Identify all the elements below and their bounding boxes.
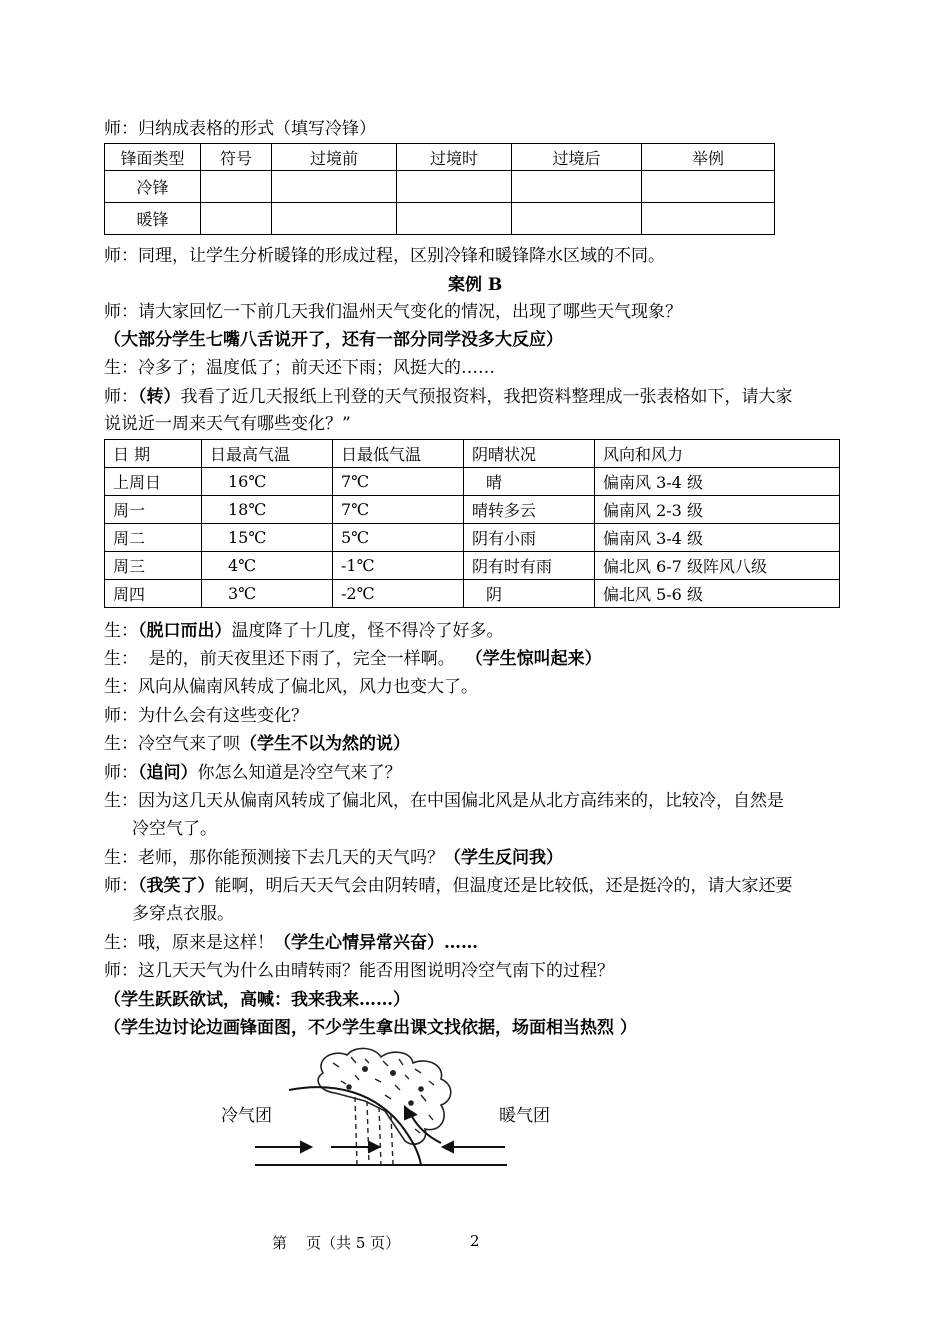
front-type-table <box>104 143 775 235</box>
table2-cell: 偏南风 3-4 级 <box>595 468 840 496</box>
text: 生：冷空气来了呗 <box>104 734 240 754</box>
table2-cell: 晴转多云 <box>464 496 595 524</box>
table2-cell: 5℃ <box>333 524 464 552</box>
paragraph <box>104 762 402 784</box>
cold-air-label: 冷气团 <box>221 1106 272 1126</box>
table2-cell: 阴有小雨 <box>464 524 595 552</box>
speaker: 师： <box>104 876 138 896</box>
paragraph <box>104 386 793 408</box>
table2-row <box>105 552 840 580</box>
table2-cell: 18℃ <box>202 496 333 524</box>
text: 生：老师，那你能预测接下去几天的天气吗？ <box>104 848 444 868</box>
text: 我看了近几天报纸上刊登的天气预报资料，我把资料整理成一张表格如下，请大家 <box>180 387 793 407</box>
table2-cell: 偏北风 5-6 级 <box>595 580 840 608</box>
table2-header: 阴晴状况 <box>464 440 595 468</box>
text: 能啊，明后天天气会由阴转晴，但温度还是比较低，还是挺冷的，请大家还要 <box>214 876 793 896</box>
table2-header: 日 期 <box>105 440 202 468</box>
table2-cell: -1℃ <box>333 552 464 580</box>
note: （学生反问我） <box>444 848 563 868</box>
table1-header: 过境后 <box>512 144 642 171</box>
warm-air-label: 暖气团 <box>499 1106 550 1126</box>
table1-cell <box>642 203 775 235</box>
text: 你怎么知道是冷空气来了？ <box>197 763 402 783</box>
table2-row <box>105 580 840 608</box>
table1-cell <box>397 203 512 235</box>
speaker: 师： <box>104 763 138 783</box>
paragraph <box>104 648 602 670</box>
table1-row <box>105 203 775 235</box>
cloud-icon <box>318 1048 451 1144</box>
table1-cell <box>272 203 397 235</box>
paragraph: 师：请大家回忆一下前几天我们温州天气变化的情况，出现了哪些天气现象？ <box>104 302 682 322</box>
table1-header: 符号 <box>201 144 272 171</box>
paragraph-note: （大部分学生七嘴八舌说开了，还有一部分同学没多大反应） <box>104 330 563 350</box>
table2-cell: 偏南风 2-3 级 <box>595 496 840 524</box>
table2-cell: 偏南风 3-4 级 <box>595 524 840 552</box>
table1-cell: 冷锋 <box>105 171 201 203</box>
paragraph <box>104 847 563 869</box>
table1-header: 过境时 <box>397 144 512 171</box>
table2-cell: 偏北风 6-7 级阵风八级 <box>595 552 840 580</box>
table2-cell: 4℃ <box>202 552 333 580</box>
paragraph <box>104 875 793 897</box>
paragraph-same: 师：同理，让学生分析暖锋的形成过程，区别冷锋和暖锋降水区域的不同。 <box>104 246 665 266</box>
paragraph: 师：为什么会有这些变化？ <box>104 706 308 726</box>
table1-header: 举例 <box>642 144 775 171</box>
table1-cell <box>272 171 397 203</box>
paragraph-cont: 冷空气了。 <box>132 819 217 839</box>
table2-header: 日最高气温 <box>202 440 333 468</box>
paragraph <box>104 733 410 755</box>
note: （学生惊叫起来） <box>465 649 602 669</box>
table2-cell: 周四 <box>105 580 202 608</box>
note: （学生不以为然的说） <box>240 734 410 754</box>
table2-cell: 7℃ <box>333 496 464 524</box>
footer-page-number: 2 <box>470 1232 480 1250</box>
text: 生： 是的，前天夜里还下雨了，完全一样啊。 <box>104 649 466 669</box>
text: 生：哦，原来是这样！ <box>104 933 274 953</box>
table2-cell: 周三 <box>105 552 202 580</box>
text: 温度降了十几度，怪不得冷了好多。 <box>231 621 504 641</box>
note: （我笑了） <box>138 876 215 896</box>
paragraph: 生：因为这几天从偏南风转成了偏北风，在中国偏北风是从北方高纬来的，比较冷，自然是 <box>104 791 784 811</box>
table1-cell <box>201 171 272 203</box>
paragraph: 说说近一周来天气有哪些变化？” <box>104 414 351 434</box>
table2-cell: 3℃ <box>202 580 333 608</box>
table2-cell: 15℃ <box>202 524 333 552</box>
table1-cell <box>397 171 512 203</box>
note: （脱口而出） <box>138 621 232 641</box>
table2-cell: 晴 <box>464 468 595 496</box>
note: （学生心情异常兴奋）…… <box>274 933 478 953</box>
table2-cell: 周二 <box>105 524 202 552</box>
note: （追问） <box>138 763 198 783</box>
table2-cell: 7℃ <box>333 468 464 496</box>
weather-table <box>104 439 840 608</box>
table1-header: 锋面类型 <box>105 144 201 171</box>
paragraph-note: （学生跃跃欲试，高喊：我来我来……） <box>104 990 410 1010</box>
table2-cell: 周一 <box>105 496 202 524</box>
table2-cell: 16℃ <box>202 468 333 496</box>
case-title: 案例 B <box>448 275 503 295</box>
paragraph: 师：这几天天气为什么由晴转雨？能否用图说明冷空气南下的过程？ <box>104 961 614 981</box>
table2-cell: 阴有时有雨 <box>464 552 595 580</box>
table1-cell <box>201 203 272 235</box>
note: （转） <box>138 387 181 407</box>
warm-air-arrows <box>443 1142 505 1152</box>
table1-cell: 暖锋 <box>105 203 201 235</box>
paragraph: 生：风向从偏南风转成了偏北风，风力也变大了。 <box>104 677 478 697</box>
table2-cell: 阴 <box>464 580 595 608</box>
table2-cell: -2℃ <box>333 580 464 608</box>
cold-air-arrows <box>255 1142 379 1152</box>
table2-header: 风向和风力 <box>595 440 840 468</box>
speaker: 生： <box>104 621 138 641</box>
footer-page-text: 第 页（共 5 页） <box>272 1234 401 1252</box>
paragraph <box>104 932 478 954</box>
table1-header: 过境前 <box>272 144 397 171</box>
cold-front-diagram <box>215 1045 575 1175</box>
table1-cell <box>512 203 642 235</box>
intro-line: 师：归纳成表格的形式（填写冷锋） <box>104 119 376 139</box>
paragraph: 生：冷多了；温度低了；前天还下雨；风挺大的…… <box>104 358 495 378</box>
paragraph <box>104 620 504 642</box>
table1-row <box>105 171 775 203</box>
table1-cell <box>512 171 642 203</box>
table2-row <box>105 468 840 496</box>
paragraph-note: （学生边讨论边画锋面图，不少学生拿出课文找依据，场面相当热烈 ） <box>104 1018 637 1038</box>
table1-cell <box>642 171 775 203</box>
speaker: 师： <box>104 387 138 407</box>
table2-row <box>105 496 840 524</box>
table2-header: 日最低气温 <box>333 440 464 468</box>
table2-cell: 上周日 <box>105 468 202 496</box>
paragraph-cont: 多穿点衣服。 <box>132 904 234 924</box>
table2-row <box>105 524 840 552</box>
